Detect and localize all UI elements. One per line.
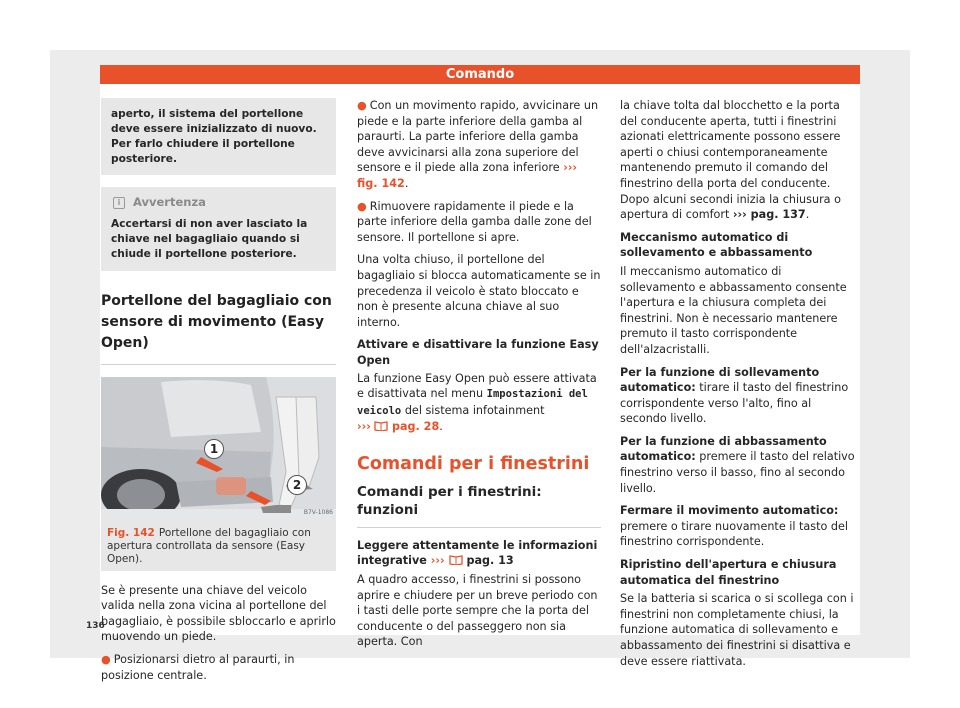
bullet-icon: ●: [101, 652, 111, 666]
paragraph: [620, 434, 860, 496]
chapter-heading: Comandi per i finestrini: [357, 453, 590, 474]
bullet-item: [101, 652, 336, 683]
menu-name: Impostazioni del veicolo: [357, 388, 588, 417]
column-left: [101, 98, 336, 690]
page-ref-link[interactable]: pag. 13: [466, 554, 514, 568]
warning-box: [101, 187, 336, 271]
bullet-text: Rimuovere rapidamente il piede e la parte inferiore della gamba dalle zone del sensore. Il portellone si apre.: [357, 199, 592, 244]
paragraph: Il meccanismo automatico di sollevamento e abbassamento consente l'apertura e la chiusura completa dei finestrini. Non è necessario mantenere premuto il tasto corrispondente dell'alzacristalli.: [620, 264, 847, 356]
ref-arrows: ›››: [430, 554, 445, 568]
paragraph: la chiave tolta dal blocchetto e la porta del conducente aperta, tutti i finestrini azionati elettricamente possono essere aperti o chiusi contemporaneamente mantenendo premuto il comando del finestrino della porta del conducente. Dopo alcuni secondi inizia la chiusura o apertura di comfort ››› pag. 137.: [620, 99, 841, 222]
subheading: Ripristino dell'apertura e chiusura automatica del finestrino: [620, 558, 837, 587]
paragraph: La funzione Easy Open può essere attivata e disattivata nel menu Impostazioni del veicolo del sistema infotainment ››› pag. 28.: [357, 371, 597, 434]
info-icon: i: [113, 197, 125, 209]
section-title: Portellone del bagagliaio con sensore di movimento (Easy Open): [101, 291, 336, 365]
page-header: Comando: [100, 65, 860, 84]
callout-2: 2: [287, 475, 307, 495]
inline-label: Fermare il movimento automatico:: [620, 504, 839, 518]
bullet-text: Posizionarsi dietro al paraurti, in posizione centrale.: [101, 652, 295, 682]
bullet-icon: ●: [357, 99, 367, 112]
paragraph: Se è presente una chiave del veicolo valida nella zona vicina al portellone del bagagliaio, è possibile sbloccarlo e aprirlo muovendo un piede.: [101, 583, 336, 644]
paragraph: Una volta chiuso, il portellone del bagagliaio si blocca automaticamente se in precedenza il veicolo è stato bloccato e non è presente alcuna chiave al suo interno.: [357, 253, 601, 329]
column-right: [620, 98, 860, 676]
text: premere il tasto del relativo finestrino verso il basso, fino al secondo livello.: [620, 450, 855, 495]
book-icon: [374, 420, 388, 431]
paragraph: A quadro accesso, i finestrini si possono aprire e chiudere per un breve periodo con i tasti delle porte sempre che la porta del conducente o del passeggero non sia aperta. Con: [357, 573, 598, 649]
paragraph: [620, 503, 860, 550]
subheading: Attivare e disattivare la funzione Easy Open: [357, 338, 599, 367]
warning-text: Accertarsi di non aver lasciato la chiave nel bagagliaio quando si chiude il portellone posteriore.: [111, 217, 308, 260]
page-number: 136: [86, 621, 105, 631]
text: La funzione Easy Open può essere attivata e disattivata nel menu: [357, 371, 597, 401]
paragraph: Se la batteria si scarica o si scollega con i finestrini non completamente chiusi, la funzione automatica di sollevamento e abbassamento dei finestrini si disattiva e deve essere riattivata.: [620, 592, 854, 668]
ref-arrows: ›››: [563, 161, 578, 175]
inline-label: Per la funzione di sollevamento automatico:: [620, 365, 820, 395]
text: premere o tirare nuovamente il tasto del finestrino corrispondente.: [620, 519, 848, 549]
inline-label: Per la funzione di abbassamento automatico:: [620, 434, 827, 464]
bullet-item: ● Con un movimento rapido, avvicinare un piede e la parte inferiore della gamba al paraurti. La parte inferiore della gamba deve avvicinarsi alla zona superiore del sensore e il piede alla zona inferiore ››› fig. 142.: [357, 99, 599, 190]
warning-header: [101, 187, 336, 215]
ref-arrows: ›››: [357, 420, 371, 434]
text: la chiave tolta dal blocchetto e la porta del conducente aperta, tutti i finestrini azionati elettricamente possono essere aperti o chiusi contemporaneamente mantenendo premuto il comando del finestrino della porta del conducente. Dopo alcuni secondi inizia la chiusura o apertura di comfort: [620, 99, 841, 222]
paragraph: [620, 365, 860, 427]
bullet-item: [357, 199, 601, 246]
bullet-icon: ●: [357, 199, 367, 213]
bullet-text: Con un movimento rapido, avvicinare un piede e la parte inferiore della gamba al paraurti. La parte inferiore della gamba deve avvicinarsi alla zona superiore del sensore e il piede alla zona inferiore: [357, 99, 599, 175]
figure-code: B7V-1086: [303, 509, 333, 516]
book-icon: [449, 554, 463, 565]
text: Leggere attentamente le informazioni integrative: [357, 538, 598, 568]
subheading: [357, 538, 601, 569]
figure-ref-link[interactable]: fig. 142: [357, 176, 405, 190]
section-heading: Comandi per i finestrini: funzioni: [357, 483, 601, 528]
caption-number: Fig. 142: [107, 526, 155, 539]
page-ref-link[interactable]: pag. 28: [391, 420, 440, 434]
warning-title: Avvertenza: [133, 195, 206, 209]
column-middle: [357, 98, 601, 657]
continued-note-box: aperto, il sistema del portellone deve essere inizializzato di nuovo. Per farlo chiudere il portellone posteriore.: [101, 98, 336, 175]
text: del sistema infotainment: [404, 403, 545, 417]
subheading: Meccanismo automatico di sollevamento e abbassamento: [620, 230, 813, 260]
page-ref-link[interactable]: ››› pag. 137: [732, 208, 806, 222]
text: tirare il tasto del finestrino corrispondente verso l'alto, fino al secondo livello.: [620, 381, 849, 426]
figure-caption: [101, 523, 336, 571]
callout-1: 1: [204, 439, 224, 459]
caption-text: Portellone del bagagliaio con apertura controllata da sensore (Easy Open).: [107, 526, 311, 565]
figure-easy-open: [101, 377, 336, 523]
